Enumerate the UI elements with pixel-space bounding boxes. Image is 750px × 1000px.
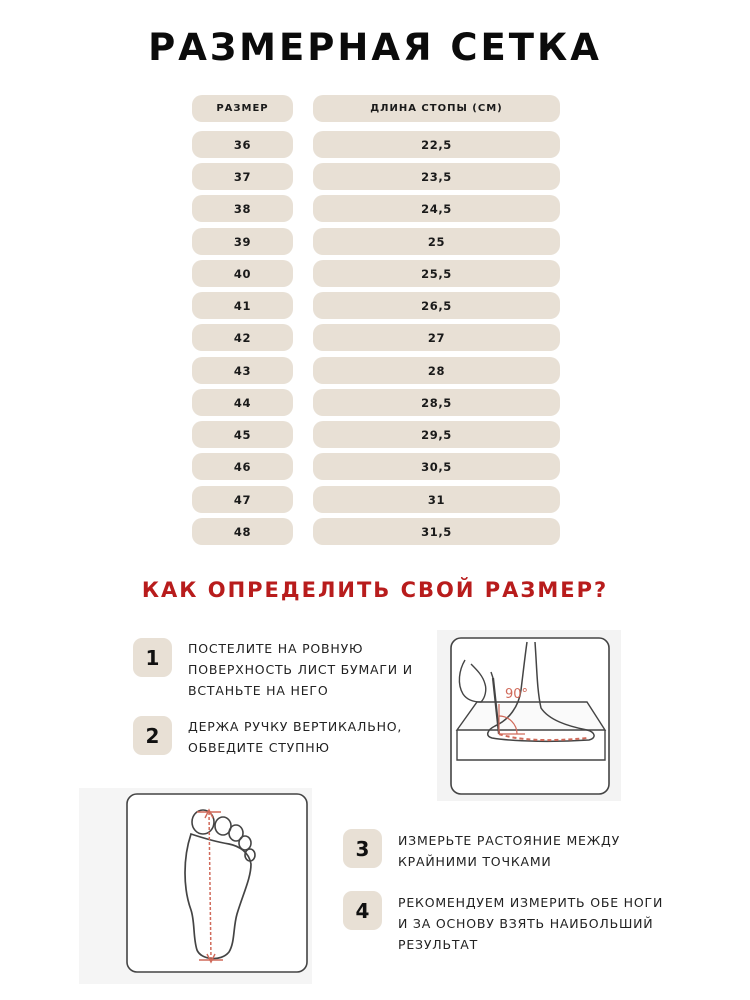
step-number-1: 1 bbox=[133, 638, 172, 677]
size-cell: 40 bbox=[192, 260, 293, 287]
step-text-1: ПОСТЕЛИТЕ НА РОВНУЮ ПОВЕРХНОСТЬ ЛИСТ БУМАГИ И ВСТАНЬТЕ НА НЕГО bbox=[188, 641, 413, 698]
sole-measure-illustration bbox=[79, 788, 312, 984]
foot-side-sketch bbox=[437, 630, 621, 801]
length-cell: 23,5 bbox=[313, 163, 560, 190]
step-text-4: РЕКОМЕНДУЕМ ИЗМЕРИТЬ ОБЕ НОГИ И ЗА ОСНОВУ ВЗЯТЬ НАИБОЛЬШИЙ РЕЗУЛЬТАТ bbox=[398, 895, 664, 952]
size-cell: 43 bbox=[192, 357, 293, 384]
size-cell: 47 bbox=[192, 486, 293, 513]
foot-tracing-illustration bbox=[437, 630, 621, 801]
step-text-2: ДЕРЖА РУЧКУ ВЕРТИКАЛЬНО, ОБВЕДИТЕ СТУПНЮ bbox=[188, 719, 403, 755]
sole-sketch bbox=[79, 788, 312, 984]
step-number-3: 3 bbox=[343, 829, 382, 868]
length-cell: 29,5 bbox=[313, 421, 560, 448]
size-cell: 38 bbox=[192, 195, 293, 222]
length-cell: 31,5 bbox=[313, 518, 560, 545]
size-cell: 41 bbox=[192, 292, 293, 319]
size-cell: 48 bbox=[192, 518, 293, 545]
page-title: РАЗМЕРНАЯ СЕТКА bbox=[148, 26, 602, 69]
length-cell: 30,5 bbox=[313, 453, 560, 480]
size-cell: 42 bbox=[192, 324, 293, 351]
angle-label: 90° bbox=[505, 687, 529, 702]
size-cell: 36 bbox=[192, 131, 293, 158]
length-cell: 28,5 bbox=[313, 389, 560, 416]
length-cell: 24,5 bbox=[313, 195, 560, 222]
length-cell: 31 bbox=[313, 486, 560, 513]
size-cell: 45 bbox=[192, 421, 293, 448]
length-cell: 25 bbox=[313, 228, 560, 255]
size-header: РАЗМЕР bbox=[192, 95, 293, 122]
size-cell: 39 bbox=[192, 228, 293, 255]
length-header: ДЛИНА СТОПЫ (СМ) bbox=[313, 95, 560, 122]
length-cell: 27 bbox=[313, 324, 560, 351]
step-number-4: 4 bbox=[343, 891, 382, 930]
length-cell: 28 bbox=[313, 357, 560, 384]
step-number-2: 2 bbox=[133, 716, 172, 755]
length-cell: 25,5 bbox=[313, 260, 560, 287]
size-cell: 46 bbox=[192, 453, 293, 480]
step-text-3: ИЗМЕРЬТЕ РАСТОЯНИЕ МЕЖДУ КРАЙНИМИ ТОЧКАМИ bbox=[398, 833, 620, 869]
size-cell: 37 bbox=[192, 163, 293, 190]
length-cell: 22,5 bbox=[313, 131, 560, 158]
size-cell: 44 bbox=[192, 389, 293, 416]
howto-title: КАК ОПРЕДЕЛИТЬ СВОЙ РАЗМЕР? bbox=[141, 578, 609, 602]
length-cell: 26,5 bbox=[313, 292, 560, 319]
